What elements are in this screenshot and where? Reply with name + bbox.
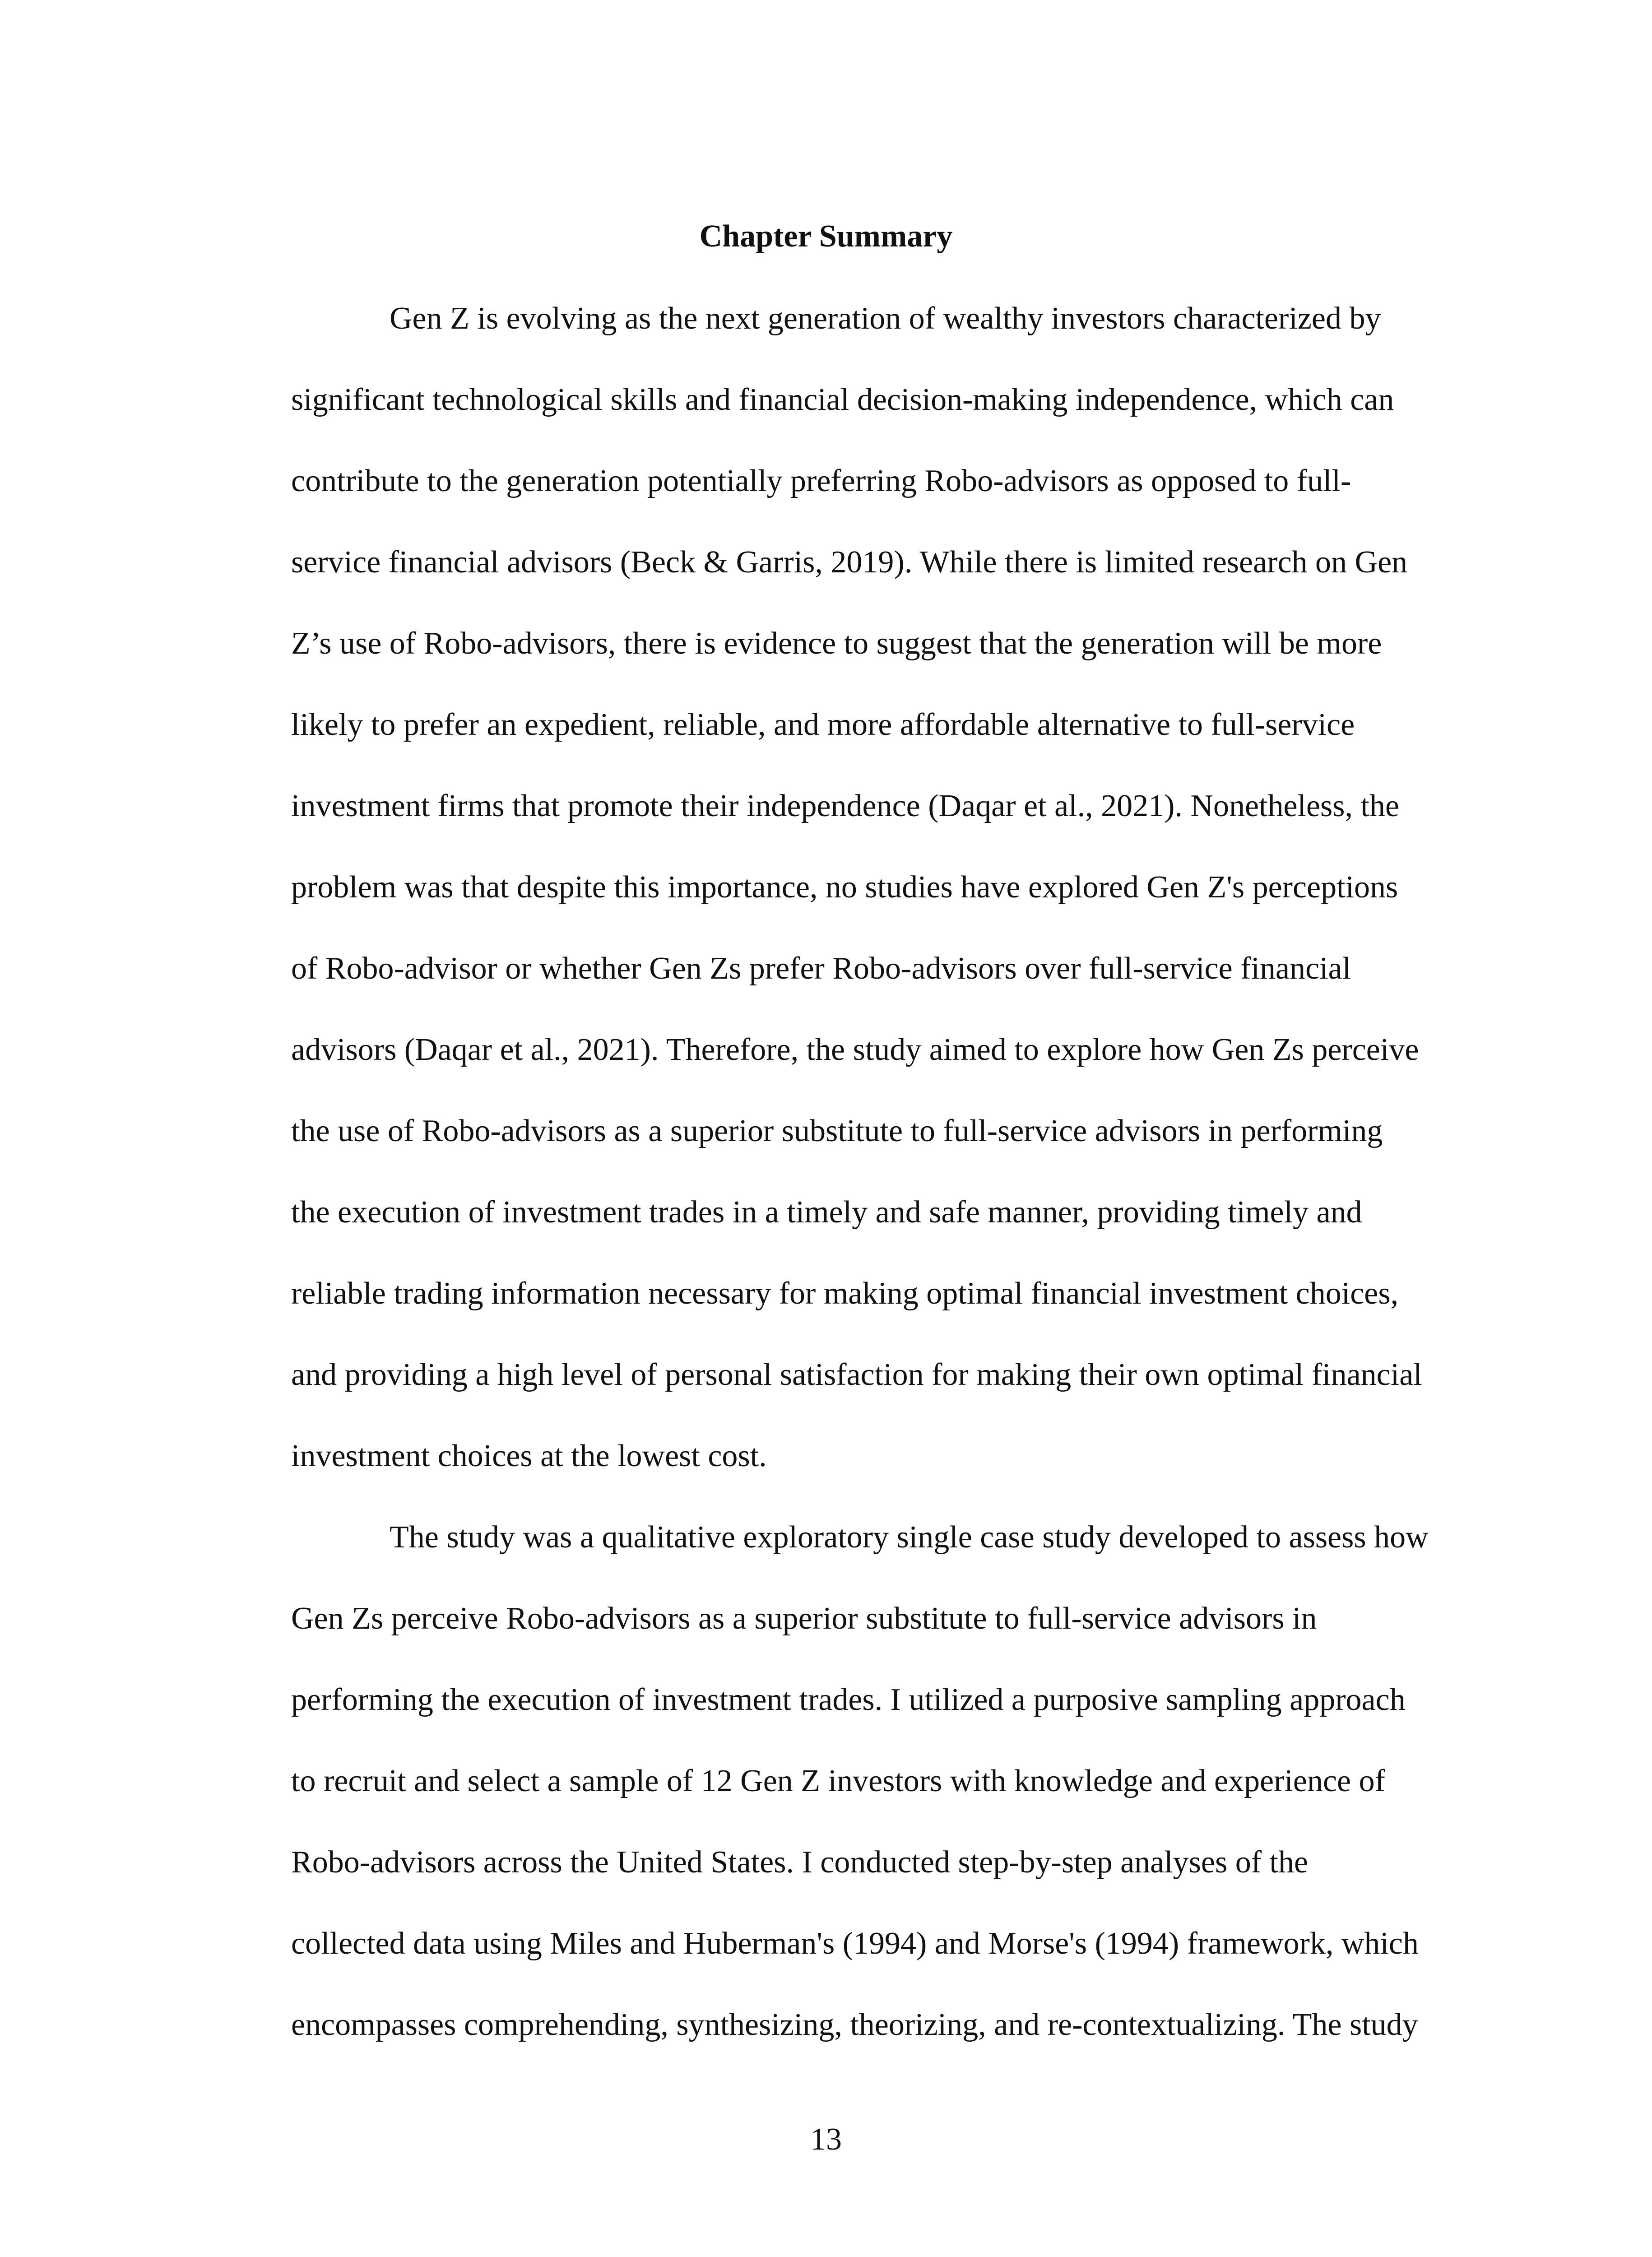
text-line: and providing a high level of personal satisfaction for making their own optimal financial [291, 1357, 1422, 1392]
text-line: to recruit and select a sample of 12 Gen Z investors with knowledge and experience of [291, 1764, 1385, 1798]
paragraph-1 [291, 296, 1474, 1515]
text-line: Robo-advisors across the United States. I conducted step-by-step analyses of the [291, 1845, 1309, 1880]
paragraph-2 [291, 1515, 1474, 2084]
page-number: 13 [810, 2122, 842, 2157]
text-line: investment firms that promote their independence (Daqar et al., 2021). Nonetheless, the [291, 789, 1400, 823]
text-line: collected data using Miles and Huberman's (1994) and Morse's (1994) framework, which [291, 1926, 1419, 1961]
text-line: problem was that despite this importance, no studies have explored Gen Z's perceptions [291, 870, 1398, 905]
text-line: reliable trading information necessary for making optimal financial investment choices, [291, 1276, 1399, 1311]
text-line: significant technological skills and financial decision-making independence, which can [291, 382, 1394, 417]
body-text [291, 296, 1474, 2084]
text-line: Gen Z is evolving as the next generation of wealthy investors characterized by [390, 301, 1381, 336]
text-line: performing the execution of investment trades. I utilized a purposive sampling approach [291, 1682, 1406, 1717]
text-line: investment choices at the lowest cost. [291, 1439, 767, 1473]
text-line: the execution of investment trades in a timely and safe manner, providing timely and [291, 1195, 1362, 1230]
text-line: Z’s use of Robo-advisors, there is evidence to suggest that the generation will be more [291, 626, 1382, 661]
text-line: of Robo-advisor or whether Gen Zs prefer Robo-advisors over full-service financial [291, 951, 1351, 986]
chapter-heading: Chapter Summary [699, 219, 953, 254]
text-line: encompasses comprehending, synthesizing, theorizing, and re-contextualizing. The study [291, 2007, 1418, 2042]
text-line: advisors (Daqar et al., 2021). Therefore, the study aimed to explore how Gen Zs perceive [291, 1032, 1419, 1067]
text-line: service financial advisors (Beck & Garris, 2019). While there is limited research on Gen [291, 545, 1408, 580]
text-line: The study was a qualitative exploratory single case study developed to assess how [390, 1520, 1429, 1555]
text-line: likely to prefer an expedient, reliable, and more affordable alternative to full-service [291, 707, 1355, 742]
text-line: contribute to the generation potentially preferring Robo-advisors as opposed to full- [291, 464, 1351, 498]
text-line: Gen Zs perceive Robo-advisors as a superior substitute to full-service advisors in [291, 1601, 1317, 1636]
text-line: the use of Robo-advisors as a superior substitute to full-service advisors in performing [291, 1114, 1383, 1148]
